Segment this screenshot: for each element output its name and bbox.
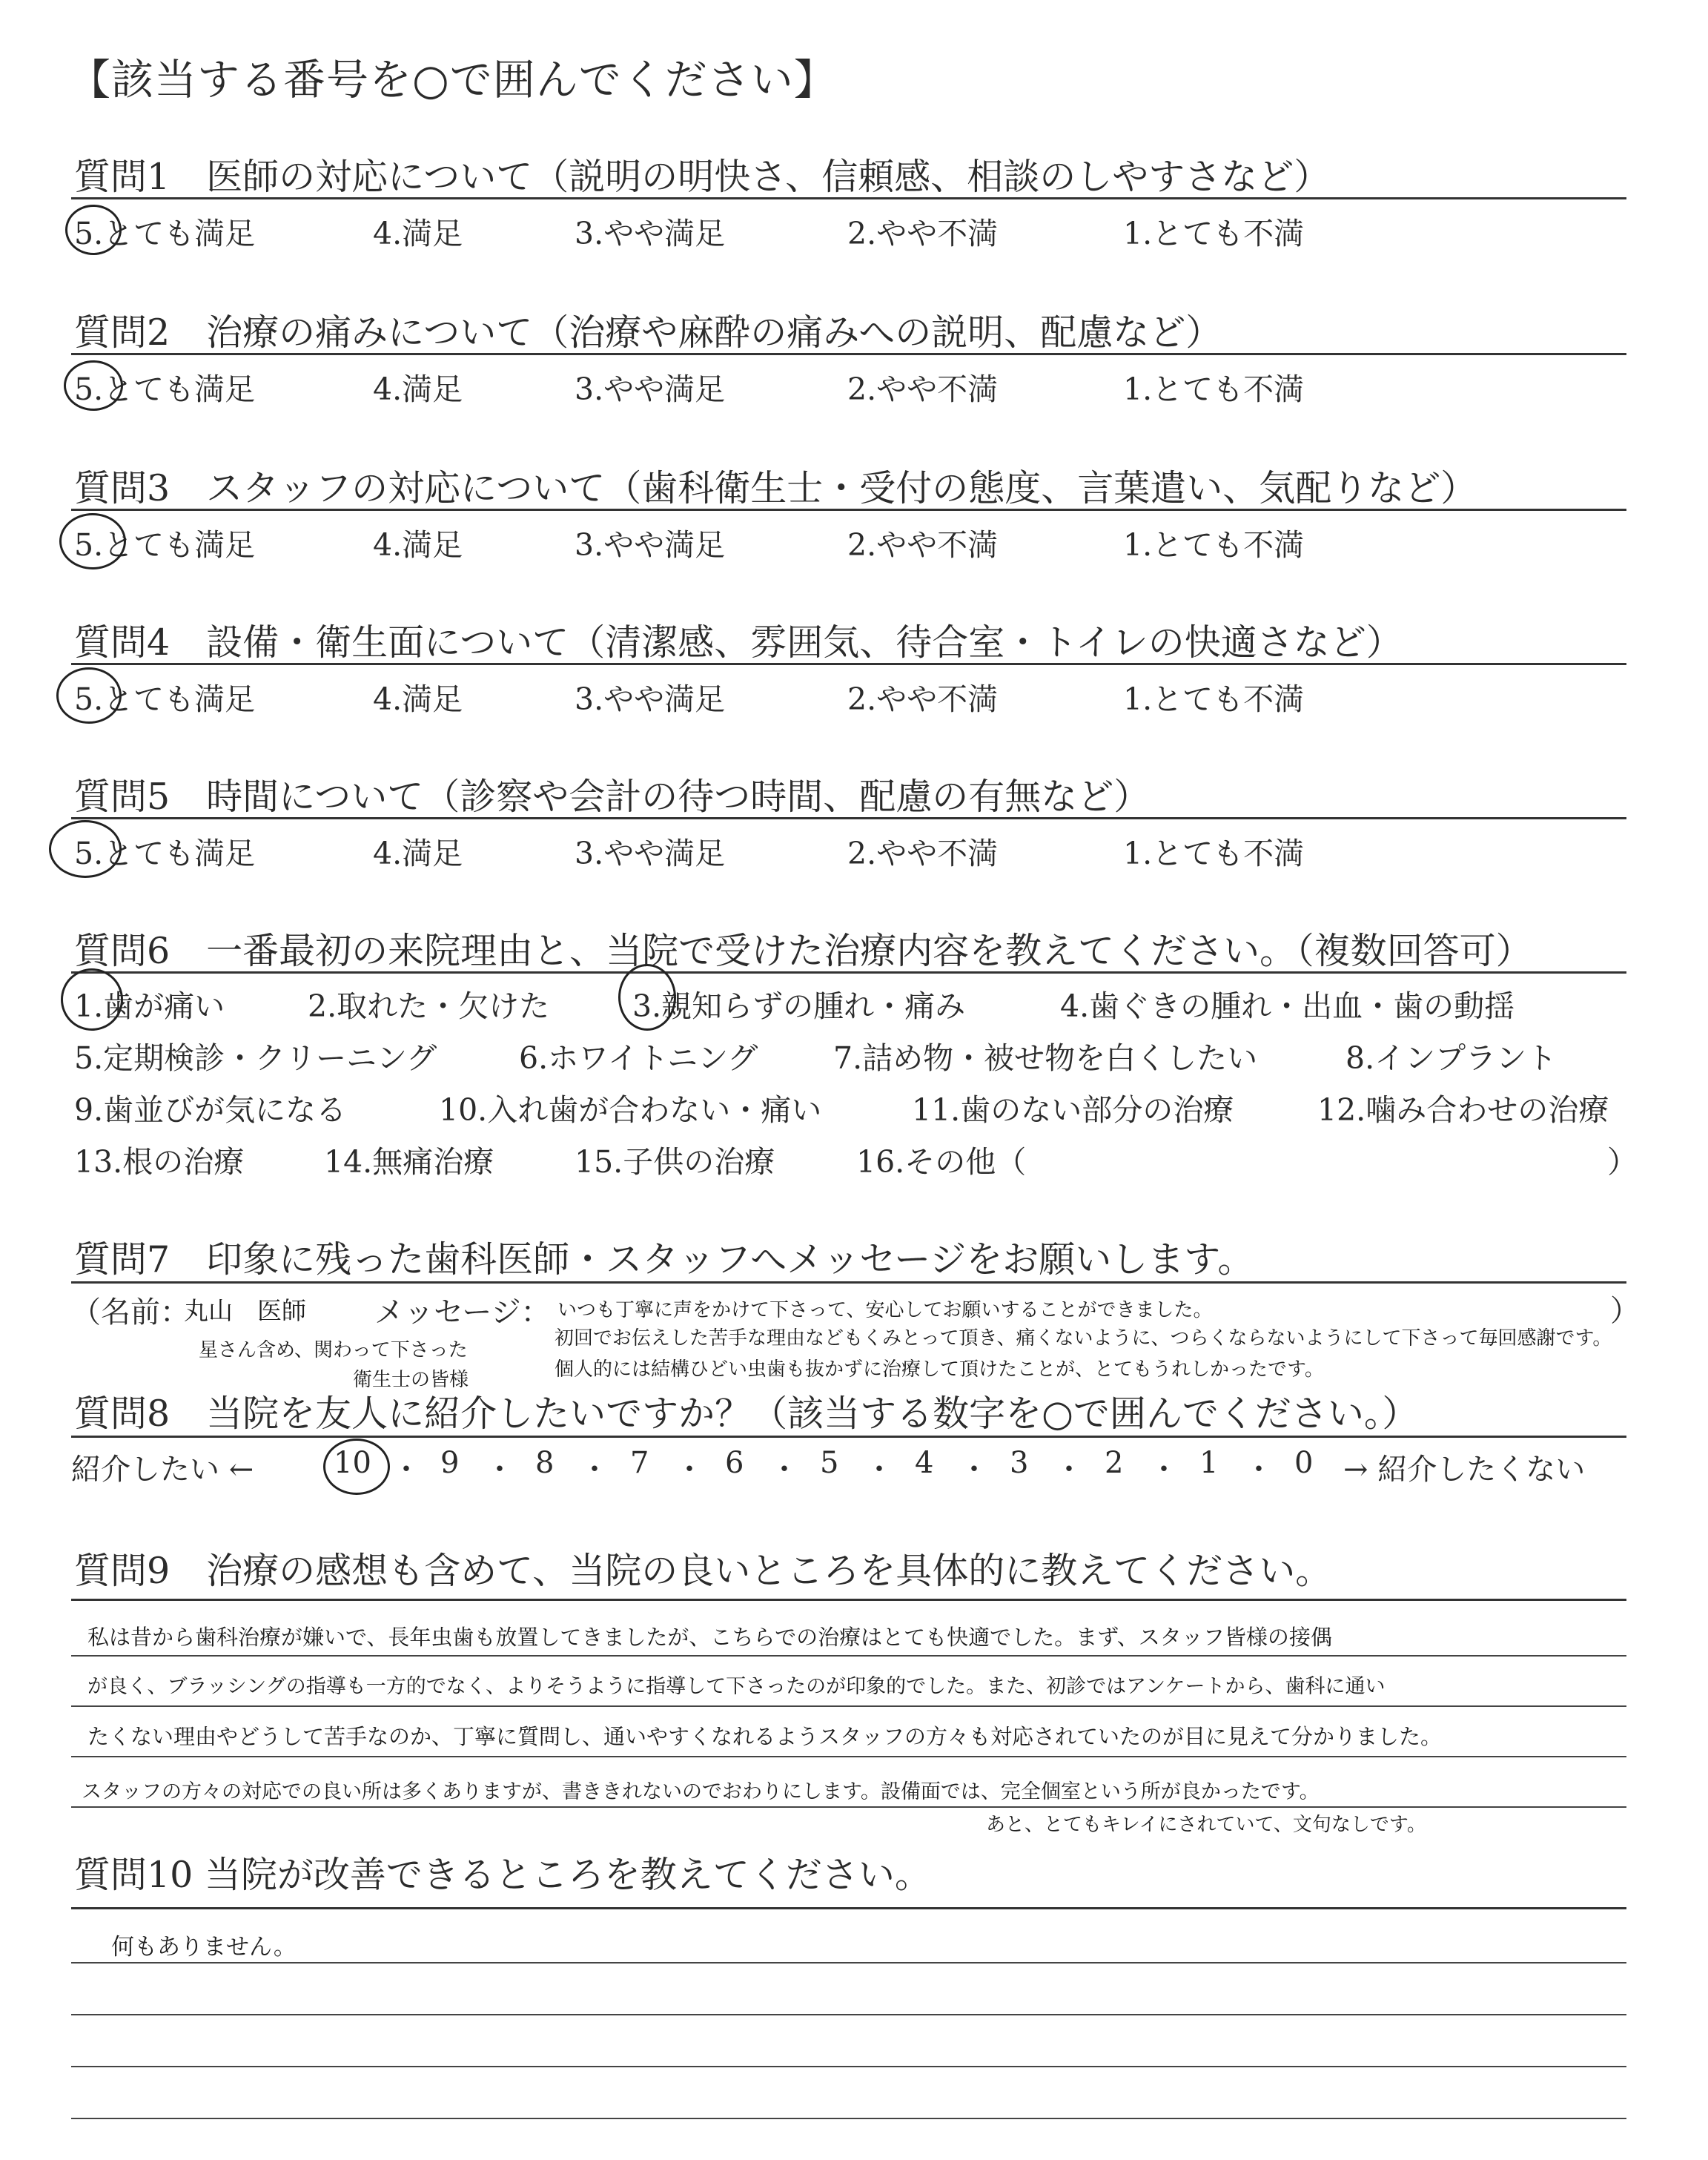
q4-option-5[interactable]: 5.とても満足 <box>74 681 256 717</box>
q3-label: 質問3 スタッフの対応について（歯科衛生士・受付の態度、言葉遣い、気配りなど） <box>74 467 1477 509</box>
q4-rule <box>71 663 1626 665</box>
q4-label: 質問4 設備・衛生面について（清潔感、雰囲気、待合室・トイレの快適さなど） <box>74 621 1403 664</box>
q6-option-10[interactable]: 10.入れ歯が合わない・痛い <box>439 1092 822 1128</box>
q7-label: 質問7 印象に残った歯科医師・スタッフへメッセージをお願いします。 <box>74 1238 1254 1281</box>
q9-answer-line-3[interactable]: たくない理由やどうして苦手なのか、丁寧に質問し、通いやすくなれるようスタッフの方々も対応されていたのが目に見えて分かりました。 <box>87 1724 1443 1749</box>
q6-other-close-paren: ） <box>1607 1144 1638 1180</box>
q3-option-1[interactable]: 1.とても不満 <box>1123 527 1305 563</box>
q10-rule-4 <box>71 2118 1626 2119</box>
q5-option-1[interactable]: 1.とても不満 <box>1123 836 1305 871</box>
q8-left-label: 紹介したい ← <box>71 1453 254 1487</box>
q4-selected-circle <box>56 667 122 724</box>
q9-label: 質問9 治療の感想も含めて、当院の良いところを具体的に教えてください。 <box>74 1550 1332 1592</box>
q2-option-3[interactable]: 3.やや満足 <box>575 371 726 407</box>
q4-option-1[interactable]: 1.とても不満 <box>1123 681 1305 717</box>
q1-option-3[interactable]: 3.やや満足 <box>575 216 726 251</box>
q5-selected-circle <box>49 820 122 878</box>
q8-score-6[interactable]: 6 <box>725 1446 744 1480</box>
q6-option-5[interactable]: 5.定期検診・クリーニング <box>74 1040 437 1076</box>
q8-right-label: → 紹介したくない <box>1343 1453 1586 1487</box>
q8-score-10[interactable]: 10 <box>334 1446 371 1480</box>
q8-dot: ・ <box>675 1453 704 1487</box>
q3-option-5[interactable]: 5.とても満足 <box>74 527 256 563</box>
q7-name-value-2[interactable]: 星さん含め、関わって下さった <box>199 1339 468 1361</box>
q8-score-3[interactable]: 3 <box>1010 1446 1029 1480</box>
q6-option-4[interactable]: 4.歯ぐきの腫れ・出血・歯の動揺 <box>1060 988 1515 1024</box>
q1-rule <box>71 197 1626 199</box>
q7-close-paren: ） <box>1610 1294 1640 1328</box>
q9-rule-1 <box>71 1655 1626 1657</box>
q1-label: 質問1 医師の対応について（説明の明快さ、信頼感、相談のしやすさなど） <box>74 156 1331 198</box>
q7-message-line-1[interactable]: いつも丁寧に声をかけて下さって、安心してお願いすることができました。 <box>557 1299 1213 1321</box>
q6-option-6[interactable]: 6.ホワイトニング <box>519 1040 758 1076</box>
q9-answer-line-2[interactable]: が良く、ブラッシングの指導も一方的でなく、よりそうように指導して下さったのが印象的でした。また、初診ではアンケートから、歯科に通い <box>87 1675 1386 1698</box>
q1-option-2[interactable]: 2.やや不満 <box>847 216 999 251</box>
q7-message-line-3[interactable]: 個人的には結構ひどい虫歯も抜かずに治療して頂けたことが、とてもうれしかったです。 <box>555 1358 1324 1381</box>
q4-option-3[interactable]: 3.やや満足 <box>575 681 726 717</box>
q6-selected-circle-1 <box>61 968 123 1031</box>
q7-name-value-3[interactable]: 衛生士の皆様 <box>353 1369 469 1391</box>
q5-label: 質問5 時間について（診察や会計の待つ時間、配慮の有無など） <box>74 776 1151 818</box>
q7-rule <box>71 1281 1626 1284</box>
q1-option-4[interactable]: 4.満足 <box>373 216 463 251</box>
q9-rule-0 <box>71 1599 1626 1601</box>
q1-option-1[interactable]: 1.とても不満 <box>1123 216 1305 251</box>
q3-option-4[interactable]: 4.満足 <box>373 527 463 563</box>
q6-option-14[interactable]: 14.無痛治療 <box>324 1144 494 1180</box>
q6-option-11[interactable]: 11.歯のない部分の治療 <box>912 1092 1234 1128</box>
q10-rule-0 <box>71 1907 1626 1909</box>
q9-answer-line-4[interactable]: スタッフの方々の対応での良い所は多くありますが、書ききれないのでおわりにします。設備面では、完全個室という所が良かったです。 <box>82 1780 1320 1803</box>
q8-label: 質問8 当院を友人に紹介したいですか？（該当する数字を○で囲んでください。） <box>74 1393 1419 1435</box>
q9-rule-4 <box>71 1806 1626 1808</box>
q2-option-5[interactable]: 5.とても満足 <box>74 371 256 407</box>
q3-option-3[interactable]: 3.やや満足 <box>575 527 726 563</box>
q6-option-15[interactable]: 15.子供の治療 <box>575 1144 775 1180</box>
q2-rule <box>71 353 1626 355</box>
q8-dot: ・ <box>391 1453 421 1487</box>
q3-selected-circle <box>59 513 126 569</box>
q6-option-7[interactable]: 7.詰め物・被せ物を白くしたい <box>833 1040 1258 1076</box>
q4-option-2[interactable]: 2.やや不満 <box>847 681 999 717</box>
q6-option-1[interactable]: 1.歯が痛い <box>74 988 225 1024</box>
q8-dot: ・ <box>485 1453 514 1487</box>
q1-option-5[interactable]: 5.とても満足 <box>74 216 256 251</box>
q8-dot: ・ <box>959 1453 989 1487</box>
q8-rule <box>71 1436 1626 1438</box>
q2-option-2[interactable]: 2.やや不満 <box>847 371 999 407</box>
q5-option-3[interactable]: 3.やや満足 <box>575 836 726 871</box>
q8-score-1[interactable]: 1 <box>1199 1446 1219 1480</box>
q3-rule <box>71 509 1626 511</box>
q8-dot: ・ <box>864 1453 894 1487</box>
q8-dot: ・ <box>1244 1453 1274 1487</box>
q8-score-4[interactable]: 4 <box>915 1446 934 1480</box>
q1-selected-circle <box>65 205 122 255</box>
q5-option-2[interactable]: 2.やや不満 <box>847 836 999 871</box>
q9-rule-3 <box>71 1756 1626 1757</box>
q7-message-line-2[interactable]: 初回でお伝えした苦手な理由などもくみとって頂き、痛くないように、つらくならないようにして下さって毎回感謝です。 <box>555 1327 1612 1350</box>
q9-rule-2 <box>71 1705 1626 1707</box>
q6-option-8[interactable]: 8.インプラント <box>1345 1040 1558 1076</box>
q5-option-5[interactable]: 5.とても満足 <box>74 836 256 871</box>
q9-answer-note[interactable]: あと、とてもキレイにされていて、文句なしです。 <box>986 1814 1426 1836</box>
q6-rule <box>71 971 1626 974</box>
q9-answer-line-1[interactable]: 私は昔から歯科治療が嫌いで、長年虫歯も放置してきましたが、こちらでの治療はとても快適でした。まず、スタッフ皆様の接偶 <box>87 1625 1332 1650</box>
q2-label: 質問2 治療の痛みについて（治療や麻酔の痛みへの説明、配慮など） <box>74 311 1222 354</box>
q6-label: 質問6 一番最初の来院理由と、当院で受けた治療内容を教えてください。（複数回答可） <box>74 930 1532 972</box>
q7-name-label: （名前： <box>71 1295 190 1330</box>
q8-score-9[interactable]: 9 <box>440 1446 460 1480</box>
q10-label: 質問10 当院が改善できるところを教えてください。 <box>74 1854 931 1896</box>
q8-score-5[interactable]: 5 <box>820 1446 839 1480</box>
q2-selected-circle <box>64 360 123 411</box>
q10-rule-1 <box>71 1962 1626 1964</box>
q8-score-0[interactable]: 0 <box>1294 1446 1314 1480</box>
q5-option-4[interactable]: 4.満足 <box>373 836 463 871</box>
q2-option-1[interactable]: 1.とても不満 <box>1123 371 1305 407</box>
form-header: 【該当する番号を○で囲んでください】 <box>68 56 837 105</box>
q8-dot: ・ <box>769 1453 799 1487</box>
q8-dot: ・ <box>580 1453 609 1487</box>
q4-option-4[interactable]: 4.満足 <box>373 681 463 717</box>
q6-option-12[interactable]: 12.噛み合わせの治療 <box>1317 1092 1609 1128</box>
q7-name-value[interactable]: 丸山 医師 <box>184 1296 306 1325</box>
q6-selected-circle-3 <box>618 964 676 1031</box>
q8-score-2[interactable]: 2 <box>1105 1446 1124 1480</box>
q6-option-9[interactable]: 9.歯並びが気になる <box>74 1092 347 1128</box>
q5-rule <box>71 817 1626 819</box>
q6-option-16[interactable]: 16.その他（ <box>856 1144 1027 1180</box>
q7-message-label: メッセージ： <box>374 1295 551 1330</box>
q6-option-13[interactable]: 13.根の治療 <box>74 1144 245 1180</box>
q10-rule-3 <box>71 2066 1626 2067</box>
q6-option-3[interactable]: 3.親知らずの腫れ・痛み <box>632 988 966 1024</box>
q10-answer[interactable]: 何もありません。 <box>111 1934 297 1961</box>
q8-dot: ・ <box>1149 1453 1179 1487</box>
q8-selected-circle <box>323 1439 390 1495</box>
q8-dot: ・ <box>1054 1453 1084 1487</box>
q3-option-2[interactable]: 2.やや不満 <box>847 527 999 563</box>
q8-score-8[interactable]: 8 <box>535 1446 555 1480</box>
q2-option-4[interactable]: 4.満足 <box>373 371 463 407</box>
q8-score-7[interactable]: 7 <box>630 1446 649 1480</box>
q10-rule-2 <box>71 2014 1626 2015</box>
q6-option-2[interactable]: 2.取れた・欠けた <box>308 988 550 1024</box>
